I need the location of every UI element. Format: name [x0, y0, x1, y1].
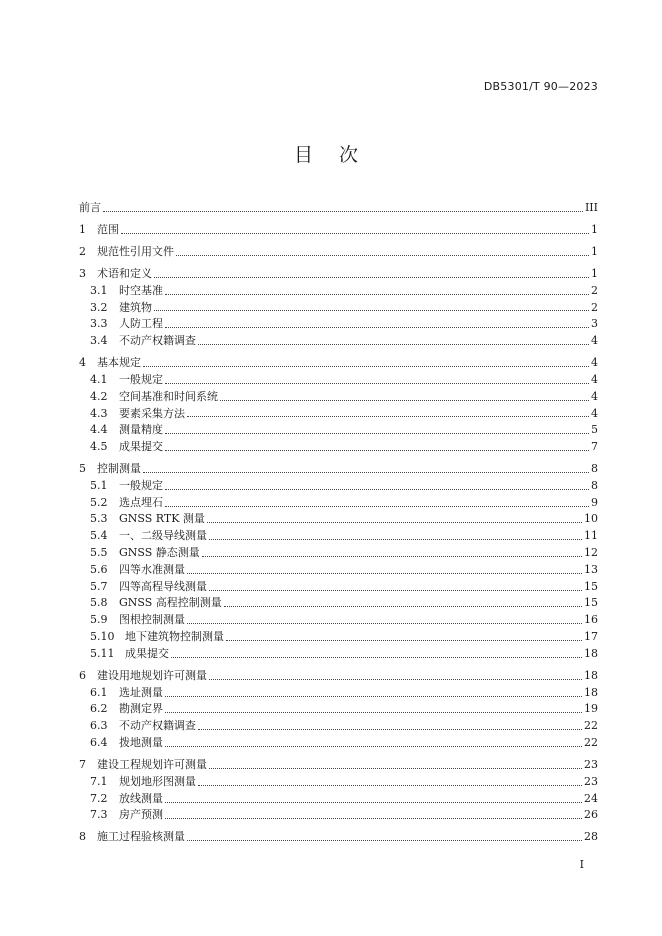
- toc-entry-number: 5.7: [90, 579, 108, 593]
- toc-entry[interactable]: [79, 439, 598, 456]
- toc-dot-leader: [143, 365, 589, 367]
- toc-entry-page: 22: [584, 719, 598, 733]
- toc-entry-page: III: [584, 201, 598, 214]
- toc-entry[interactable]: [79, 495, 598, 512]
- toc-entry-page: 17: [584, 630, 598, 644]
- toc-entry[interactable]: [79, 735, 598, 752]
- toc-entry-page: 24: [584, 791, 598, 805]
- toc-entry-page: 4: [591, 406, 598, 420]
- toc-entry-page: 23: [584, 774, 598, 788]
- toc-dot-leader: [187, 839, 582, 841]
- toc-entry[interactable]: [79, 222, 598, 239]
- toc-entry[interactable]: [79, 685, 598, 702]
- toc-entry-label: 范围: [97, 222, 119, 236]
- toc-dot-leader: [176, 254, 589, 256]
- toc-entry[interactable]: [79, 757, 598, 774]
- toc-dot-leader: [220, 399, 589, 401]
- toc-entry-label: 要素采集方法: [119, 406, 185, 420]
- toc-entry-page: 9: [591, 495, 598, 509]
- toc-entry-number: 4.3: [90, 406, 108, 420]
- toc-entry-page: 18: [584, 668, 598, 682]
- toc-entry-label: 控制测量: [97, 462, 141, 476]
- toc-entry[interactable]: [79, 389, 598, 406]
- toc-dot-leader: [226, 639, 582, 641]
- toc-entry-label: 测量精度: [119, 423, 163, 437]
- toc-entry-number: 1: [79, 222, 86, 236]
- toc-entry-label: 术语和定义: [97, 266, 152, 280]
- toc-entry[interactable]: [79, 774, 598, 791]
- toc-entry-number: 7: [79, 758, 86, 772]
- toc-dot-leader: [207, 521, 582, 523]
- toc-entry-page: 7: [591, 440, 598, 454]
- toc-dot-leader: [209, 589, 582, 591]
- toc-entry[interactable]: [79, 333, 598, 350]
- toc-entry-label: 建设用地规划许可测量: [97, 668, 207, 682]
- toc-entry-number: 6: [79, 668, 86, 682]
- toc-entry-label: 一般规定: [119, 478, 163, 492]
- toc-entry-number: 3.4: [90, 334, 108, 348]
- toc-entry-page: 1: [591, 266, 598, 280]
- toc-entry-number: 6.3: [90, 719, 108, 733]
- toc-entry[interactable]: [79, 545, 598, 562]
- toc-entry-page: 3: [591, 317, 598, 331]
- toc-entry[interactable]: [79, 300, 598, 317]
- toc-entry-label: 放线测量: [119, 791, 163, 805]
- toc-entry-page: 15: [584, 579, 598, 593]
- page-title: 目 次: [293, 144, 369, 166]
- toc-entry-label: 勘测定界: [119, 702, 163, 716]
- toc-entry-number: 3.3: [90, 317, 108, 331]
- toc-entry-number: 5.4: [90, 529, 108, 543]
- toc-entry[interactable]: [79, 511, 598, 528]
- toc-entry[interactable]: [79, 528, 598, 545]
- toc-dot-leader: [154, 276, 589, 278]
- toc-entry-page: 10: [584, 512, 598, 526]
- toc-entry-number: 4.5: [90, 440, 108, 454]
- toc-entry[interactable]: [79, 266, 598, 283]
- toc-entry[interactable]: [79, 646, 598, 663]
- toc-dot-leader: [121, 232, 589, 234]
- toc-entry-label: 一般规定: [119, 372, 163, 386]
- toc-dot-leader: [187, 415, 589, 417]
- toc-entry-label: 时空基准: [119, 283, 163, 297]
- toc-entry-page: 4: [591, 372, 598, 386]
- toc-entry-label: GNSS 高程控制测量: [119, 596, 222, 610]
- toc-entry-number: 5.11: [90, 646, 115, 660]
- toc-entry-label: 基本规定: [97, 356, 141, 370]
- toc-dot-leader: [165, 432, 589, 434]
- toc-entry-label: 规范性引用文件: [97, 244, 174, 258]
- toc-entry-label: 成果提交: [119, 440, 163, 454]
- toc-dot-leader: [198, 784, 582, 786]
- toc-entry-label: 不动产权籍调查: [119, 334, 196, 348]
- toc-dot-leader: [165, 695, 582, 697]
- toc-entry-number: 2: [79, 244, 86, 258]
- toc-entry-label: 图根控制测量: [119, 613, 185, 627]
- toc-entry-number: 3.1: [90, 283, 108, 297]
- toc-entry-label: 拨地测量: [119, 736, 163, 750]
- toc-entry-number: 5.10: [90, 630, 115, 644]
- toc-entry-label: 人防工程: [119, 317, 163, 331]
- toc-dot-leader: [165, 449, 589, 451]
- toc-dot-leader: [165, 382, 589, 384]
- toc-entry-number: 3.2: [90, 300, 108, 314]
- toc-entry-number: 5.1: [90, 478, 108, 492]
- toc-entry-page: 1: [591, 222, 598, 236]
- toc-entry-number: 4.1: [90, 372, 108, 386]
- toc-entry-page: 23: [584, 758, 598, 772]
- toc-entry-label: 建设工程规划许可测量: [97, 758, 207, 772]
- toc-entry[interactable]: [79, 579, 598, 596]
- toc-entry-page: 2: [591, 283, 598, 297]
- toc-entry[interactable]: [79, 406, 598, 423]
- toc-entry-page: 11: [584, 529, 598, 543]
- toc-entry-number: 5.2: [90, 495, 108, 509]
- toc-dot-leader: [198, 343, 589, 345]
- toc-dot-leader: [209, 538, 582, 540]
- toc-dot-leader: [165, 801, 582, 803]
- toc-entry[interactable]: [79, 701, 598, 718]
- toc-entry[interactable]: [79, 718, 598, 735]
- toc-dot-leader: [202, 555, 582, 557]
- toc-entry-label: 房产预测: [119, 808, 163, 822]
- toc-entry-page: 18: [584, 646, 598, 660]
- toc-entry-page: 12: [584, 546, 598, 560]
- toc-entry[interactable]: [79, 372, 598, 389]
- toc-entry-page: 26: [584, 808, 598, 822]
- toc-entry-number: 3: [79, 266, 86, 280]
- toc-entry-page: 16: [584, 613, 598, 627]
- table-of-contents: [79, 200, 598, 846]
- toc-dot-leader: [103, 210, 583, 212]
- toc-dot-leader: [154, 309, 589, 311]
- toc-entry-page: 19: [584, 702, 598, 716]
- toc-entry-label: 成果提交: [125, 646, 169, 660]
- toc-entry-page: 1: [591, 244, 598, 258]
- toc-entry-number: 6.2: [90, 702, 108, 716]
- toc-entry-number: 7.1: [90, 774, 108, 788]
- toc-entry-page: 15: [584, 596, 598, 610]
- toc-entry-page: 4: [591, 356, 598, 370]
- toc-entry[interactable]: [79, 562, 598, 579]
- toc-entry-label: 选点埋石: [119, 495, 163, 509]
- toc-entry-label: 四等高程导线测量: [119, 579, 207, 593]
- toc-dot-leader: [209, 767, 582, 769]
- toc-dot-leader: [165, 488, 589, 490]
- toc-dot-leader: [165, 711, 582, 713]
- toc-entry[interactable]: [79, 355, 598, 372]
- toc-entry-number: 5.3: [90, 512, 108, 526]
- toc-dot-leader: [143, 471, 589, 473]
- toc-entry-label: 不动产权籍调查: [119, 719, 196, 733]
- toc-dot-leader: [209, 678, 582, 680]
- toc-entry-page: 22: [584, 736, 598, 750]
- toc-entry[interactable]: [79, 316, 598, 333]
- toc-dot-leader: [165, 293, 589, 295]
- toc-entry-page: 8: [591, 462, 598, 476]
- toc-entry-label: 四等水准测量: [119, 562, 185, 576]
- toc-entry[interactable]: [79, 629, 598, 646]
- toc-entry-label: 一、二级导线测量: [119, 529, 207, 543]
- toc-entry-label: GNSS RTK 测量: [119, 512, 205, 526]
- toc-entry-label: 前言: [79, 201, 101, 214]
- toc-entry-page: 13: [584, 562, 598, 576]
- toc-entry-label: 地下建筑物控制测量: [125, 630, 224, 644]
- toc-entry-page: 2: [591, 300, 598, 314]
- footer-page-number: I: [579, 858, 584, 871]
- toc-entry-number: 7.2: [90, 791, 108, 805]
- toc-entry[interactable]: [79, 461, 598, 478]
- toc-entry-number: 5.5: [90, 546, 108, 560]
- toc-entry-label: 施工过程验核测量: [97, 830, 185, 844]
- toc-dot-leader: [224, 605, 582, 607]
- toc-entry[interactable]: [79, 829, 598, 846]
- toc-entry[interactable]: [79, 422, 598, 439]
- toc-dot-leader: [187, 572, 582, 574]
- toc-entry-page: 28: [584, 830, 598, 844]
- toc-entry-label: GNSS 静态测量: [119, 546, 200, 560]
- toc-entry-number: 8: [79, 830, 86, 844]
- toc-entry-number: 5.6: [90, 562, 108, 576]
- toc-dot-leader: [187, 622, 582, 624]
- toc-entry-number: 5.8: [90, 596, 108, 610]
- document-code: DB5301/T 90—2023: [483, 80, 598, 93]
- toc-entry-number: 4: [79, 356, 86, 370]
- toc-entry[interactable]: [79, 595, 598, 612]
- toc-entry-page: 18: [584, 685, 598, 699]
- toc-entry-number: 4.4: [90, 423, 108, 437]
- toc-entry-label: 选址测量: [119, 685, 163, 699]
- toc-entry-page: 5: [591, 423, 598, 437]
- toc-entry-number: 4.2: [90, 389, 108, 403]
- toc-entry[interactable]: [79, 807, 598, 824]
- toc-dot-leader: [165, 505, 589, 507]
- toc-entry-label: 规划地形图测量: [119, 774, 196, 788]
- toc-entry-number: 5.9: [90, 613, 108, 627]
- toc-dot-leader: [165, 326, 589, 328]
- toc-entry-label: 空间基准和时间系统: [119, 389, 218, 403]
- toc-entry[interactable]: [79, 478, 598, 495]
- toc-entry-label: 建筑物: [119, 300, 152, 314]
- toc-entry[interactable]: [79, 612, 598, 629]
- toc-entry-number: 6.4: [90, 736, 108, 750]
- toc-entry[interactable]: [79, 283, 598, 300]
- toc-entry[interactable]: [79, 791, 598, 808]
- toc-entry-page: 4: [591, 334, 598, 348]
- toc-dot-leader: [165, 817, 582, 819]
- toc-entry-page: 8: [591, 478, 598, 492]
- toc-entry[interactable]: [79, 200, 598, 217]
- toc-entry-number: 6.1: [90, 685, 108, 699]
- toc-dot-leader: [171, 656, 582, 658]
- toc-entry-number: 5: [79, 462, 86, 476]
- toc-entry-page: 4: [591, 389, 598, 403]
- toc-dot-leader: [165, 745, 582, 747]
- toc-entry-number: 7.3: [90, 808, 108, 822]
- toc-entry[interactable]: [79, 668, 598, 685]
- toc-dot-leader: [198, 728, 582, 730]
- toc-entry[interactable]: [79, 244, 598, 261]
